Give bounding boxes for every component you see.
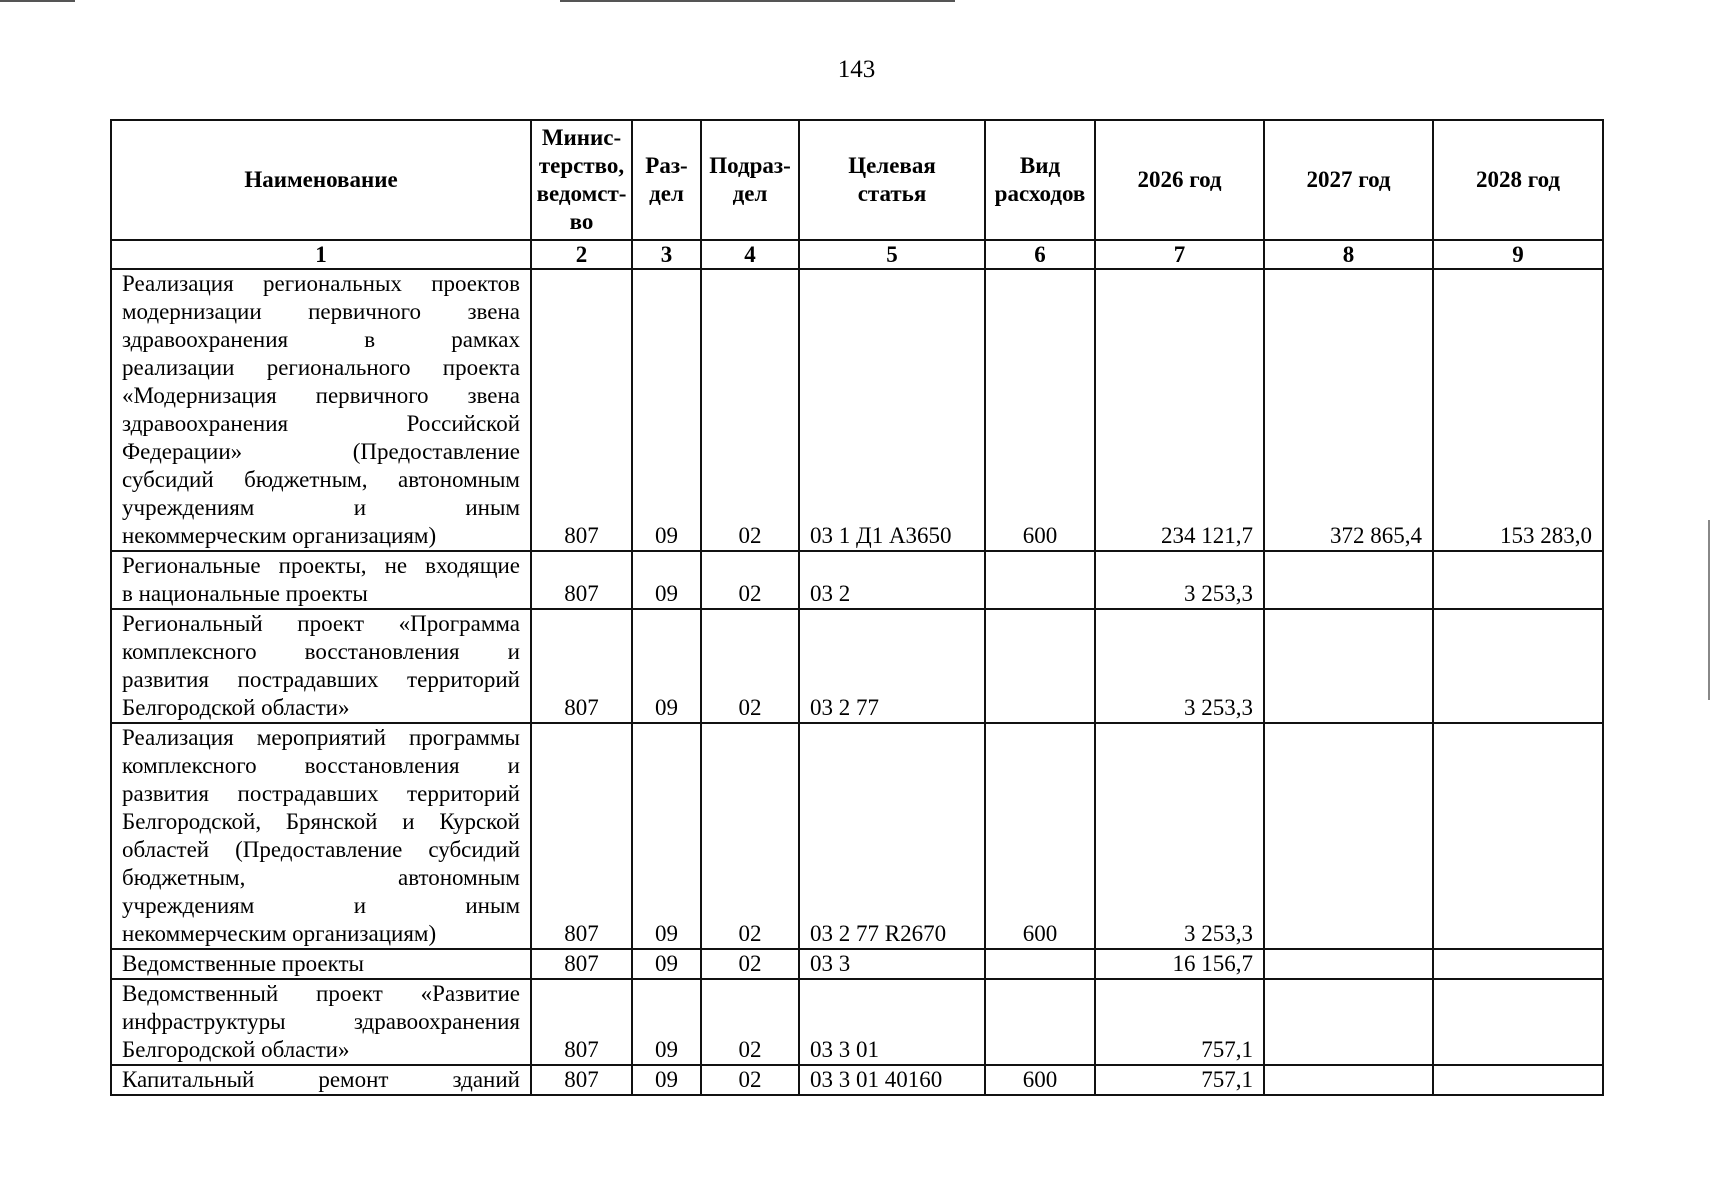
- row-name-line: учреждениям и иным: [122, 893, 520, 918]
- amount-2026: 3 253,3: [1095, 609, 1264, 723]
- target-article-code: 03 1 Д1 А3650: [799, 269, 985, 551]
- header-year-2028: 2028 год: [1433, 120, 1603, 240]
- subsection-code: 02: [701, 609, 799, 723]
- column-number: 4: [701, 240, 799, 269]
- amount-2026: 234 121,7: [1095, 269, 1264, 551]
- header-year-2026: 2026 год: [1095, 120, 1264, 240]
- amount-2028: 153 283,0: [1433, 269, 1603, 551]
- row-name-line: Ведомственный проект «Развитие: [122, 981, 520, 1006]
- scan-edge-line-left: [0, 0, 75, 2]
- column-number: 9: [1433, 240, 1603, 269]
- amount-2026: 3 253,3: [1095, 723, 1264, 949]
- table-row: [111, 723, 1603, 949]
- row-name-line: «Модернизация первичного звена: [122, 383, 520, 408]
- column-number: 6: [985, 240, 1095, 269]
- row-name-line: развития пострадавших территорий: [122, 781, 520, 806]
- section-code: 09: [632, 269, 701, 551]
- row-name-line: комплексного восстановления и: [122, 639, 520, 664]
- row-name-line: здравоохранения в рамках: [122, 327, 520, 352]
- subsection-code: 02: [701, 979, 799, 1065]
- row-name-line: Реализация мероприятий программы: [122, 725, 520, 750]
- amount-2027: [1264, 949, 1433, 979]
- ministry-code: 807: [531, 551, 632, 609]
- amount-2028: [1433, 979, 1603, 1065]
- subsection-code: 02: [701, 1065, 799, 1095]
- row-name-line: здравоохранения Российской: [122, 411, 520, 436]
- amount-2026: 3 253,3: [1095, 551, 1264, 609]
- scan-edge-line-side: [1708, 520, 1710, 700]
- expense-kind-code: [985, 949, 1095, 979]
- row-name: [111, 979, 531, 1065]
- column-number: 3: [632, 240, 701, 269]
- expense-kind-code: [985, 979, 1095, 1065]
- row-name-line: развития пострадавших территорий: [122, 667, 520, 692]
- expense-kind-code: 600: [985, 1065, 1095, 1095]
- amount-2027: [1264, 551, 1433, 609]
- expense-kind-code: [985, 609, 1095, 723]
- ministry-code: 807: [531, 609, 632, 723]
- section-code: 09: [632, 1065, 701, 1095]
- amount-2028: [1433, 551, 1603, 609]
- row-name-last-line: некоммерческим организациям): [122, 523, 437, 548]
- table-row: [111, 609, 1603, 723]
- expense-kind-code: 600: [985, 723, 1095, 949]
- budget-table: [110, 119, 1604, 1096]
- row-name-line: Региональные проекты, не входящие: [122, 553, 520, 578]
- target-article-code: 03 3 01 40160: [799, 1065, 985, 1095]
- amount-2027: [1264, 979, 1433, 1065]
- section-code: 09: [632, 723, 701, 949]
- amount-2026: 757,1: [1095, 1065, 1264, 1095]
- row-name: [111, 551, 531, 609]
- row-name: [111, 949, 531, 979]
- row-name-last-line: Ведомственные проекты: [122, 951, 364, 976]
- row-name-line: областей (Предоставление субсидий: [122, 837, 520, 862]
- row-name-last-line: Белгородской области»: [122, 1037, 350, 1062]
- row-name-line: Федерации» (Предоставление: [122, 439, 520, 464]
- target-article-code: 03 2 77 R2670: [799, 723, 985, 949]
- row-name-line: инфраструктуры здравоохранения: [122, 1009, 520, 1034]
- row-name-last-line: некоммерческим организациям): [122, 921, 437, 946]
- header-target-article: Целевая статья: [799, 120, 985, 240]
- row-name-line: субсидий бюджетным, автономным: [122, 467, 520, 492]
- amount-2026: 757,1: [1095, 979, 1264, 1065]
- target-article-code: 03 2: [799, 551, 985, 609]
- ministry-code: 807: [531, 723, 632, 949]
- amount-2027: [1264, 1065, 1433, 1095]
- table-row: [111, 269, 1603, 551]
- subsection-code: 02: [701, 269, 799, 551]
- ministry-code: 807: [531, 979, 632, 1065]
- table-row: [111, 1065, 1603, 1095]
- section-code: 09: [632, 949, 701, 979]
- row-name: [111, 269, 531, 551]
- ministry-code: 807: [531, 949, 632, 979]
- row-name-line: Реализация региональных проектов: [122, 271, 520, 296]
- table-row: [111, 979, 1603, 1065]
- column-number: 8: [1264, 240, 1433, 269]
- section-code: 09: [632, 609, 701, 723]
- section-code: 09: [632, 979, 701, 1065]
- column-number: 7: [1095, 240, 1264, 269]
- target-article-code: 03 3 01: [799, 979, 985, 1065]
- amount-2028: [1433, 949, 1603, 979]
- expense-kind-code: 600: [985, 269, 1095, 551]
- subsection-code: 02: [701, 551, 799, 609]
- page-number: 143: [837, 56, 876, 83]
- amount-2028: [1433, 609, 1603, 723]
- row-name: [111, 723, 531, 949]
- row-name: [111, 1065, 531, 1095]
- amount-2028: [1433, 723, 1603, 949]
- amount-2028: [1433, 1065, 1603, 1095]
- amount-2026: 16 156,7: [1095, 949, 1264, 979]
- header-section: Раз- дел: [632, 120, 701, 240]
- section-code: 09: [632, 551, 701, 609]
- amount-2027: [1264, 723, 1433, 949]
- header-year-2027: 2027 год: [1264, 120, 1433, 240]
- amount-2027: [1264, 609, 1433, 723]
- scan-edge-line-right: [560, 0, 955, 2]
- amount-2027: 372 865,4: [1264, 269, 1433, 551]
- table-row: [111, 949, 1603, 979]
- subsection-code: 02: [701, 723, 799, 949]
- row-name: [111, 609, 531, 723]
- expense-kind-code: [985, 551, 1095, 609]
- target-article-code: 03 3: [799, 949, 985, 979]
- target-article-code: 03 2 77: [799, 609, 985, 723]
- row-name-line: Белгородской, Брянской и Курской: [122, 809, 520, 834]
- header-name: Наименование: [111, 120, 531, 240]
- column-number: 1: [111, 240, 531, 269]
- row-name-last-line: в национальные проекты: [122, 581, 368, 606]
- column-number: 5: [799, 240, 985, 269]
- header-expense-kind: Вид расходов: [985, 120, 1095, 240]
- row-name-line: бюджетным, автономным: [122, 865, 520, 890]
- row-name-line: Капитальный ремонт зданий: [122, 1067, 520, 1092]
- row-name-line: Региональный проект «Программа: [122, 611, 520, 636]
- row-name-line: модернизации первичного звена: [122, 299, 520, 324]
- subsection-code: 02: [701, 949, 799, 979]
- ministry-code: 807: [531, 1065, 632, 1095]
- table-row: [111, 551, 1603, 609]
- column-number-row: [111, 240, 1603, 269]
- row-name-line: комплексного восстановления и: [122, 753, 520, 778]
- row-name-line: реализации регионального проекта: [122, 355, 520, 380]
- row-name-line: учреждениям и иным: [122, 495, 520, 520]
- header-row: [111, 120, 1603, 240]
- ministry-code: 807: [531, 269, 632, 551]
- row-name-last-line: Белгородской области»: [122, 695, 350, 720]
- header-ministry: Минис- терство, ведомст- во: [531, 120, 632, 240]
- header-subsection: Подраз- дел: [701, 120, 799, 240]
- column-number: 2: [531, 240, 632, 269]
